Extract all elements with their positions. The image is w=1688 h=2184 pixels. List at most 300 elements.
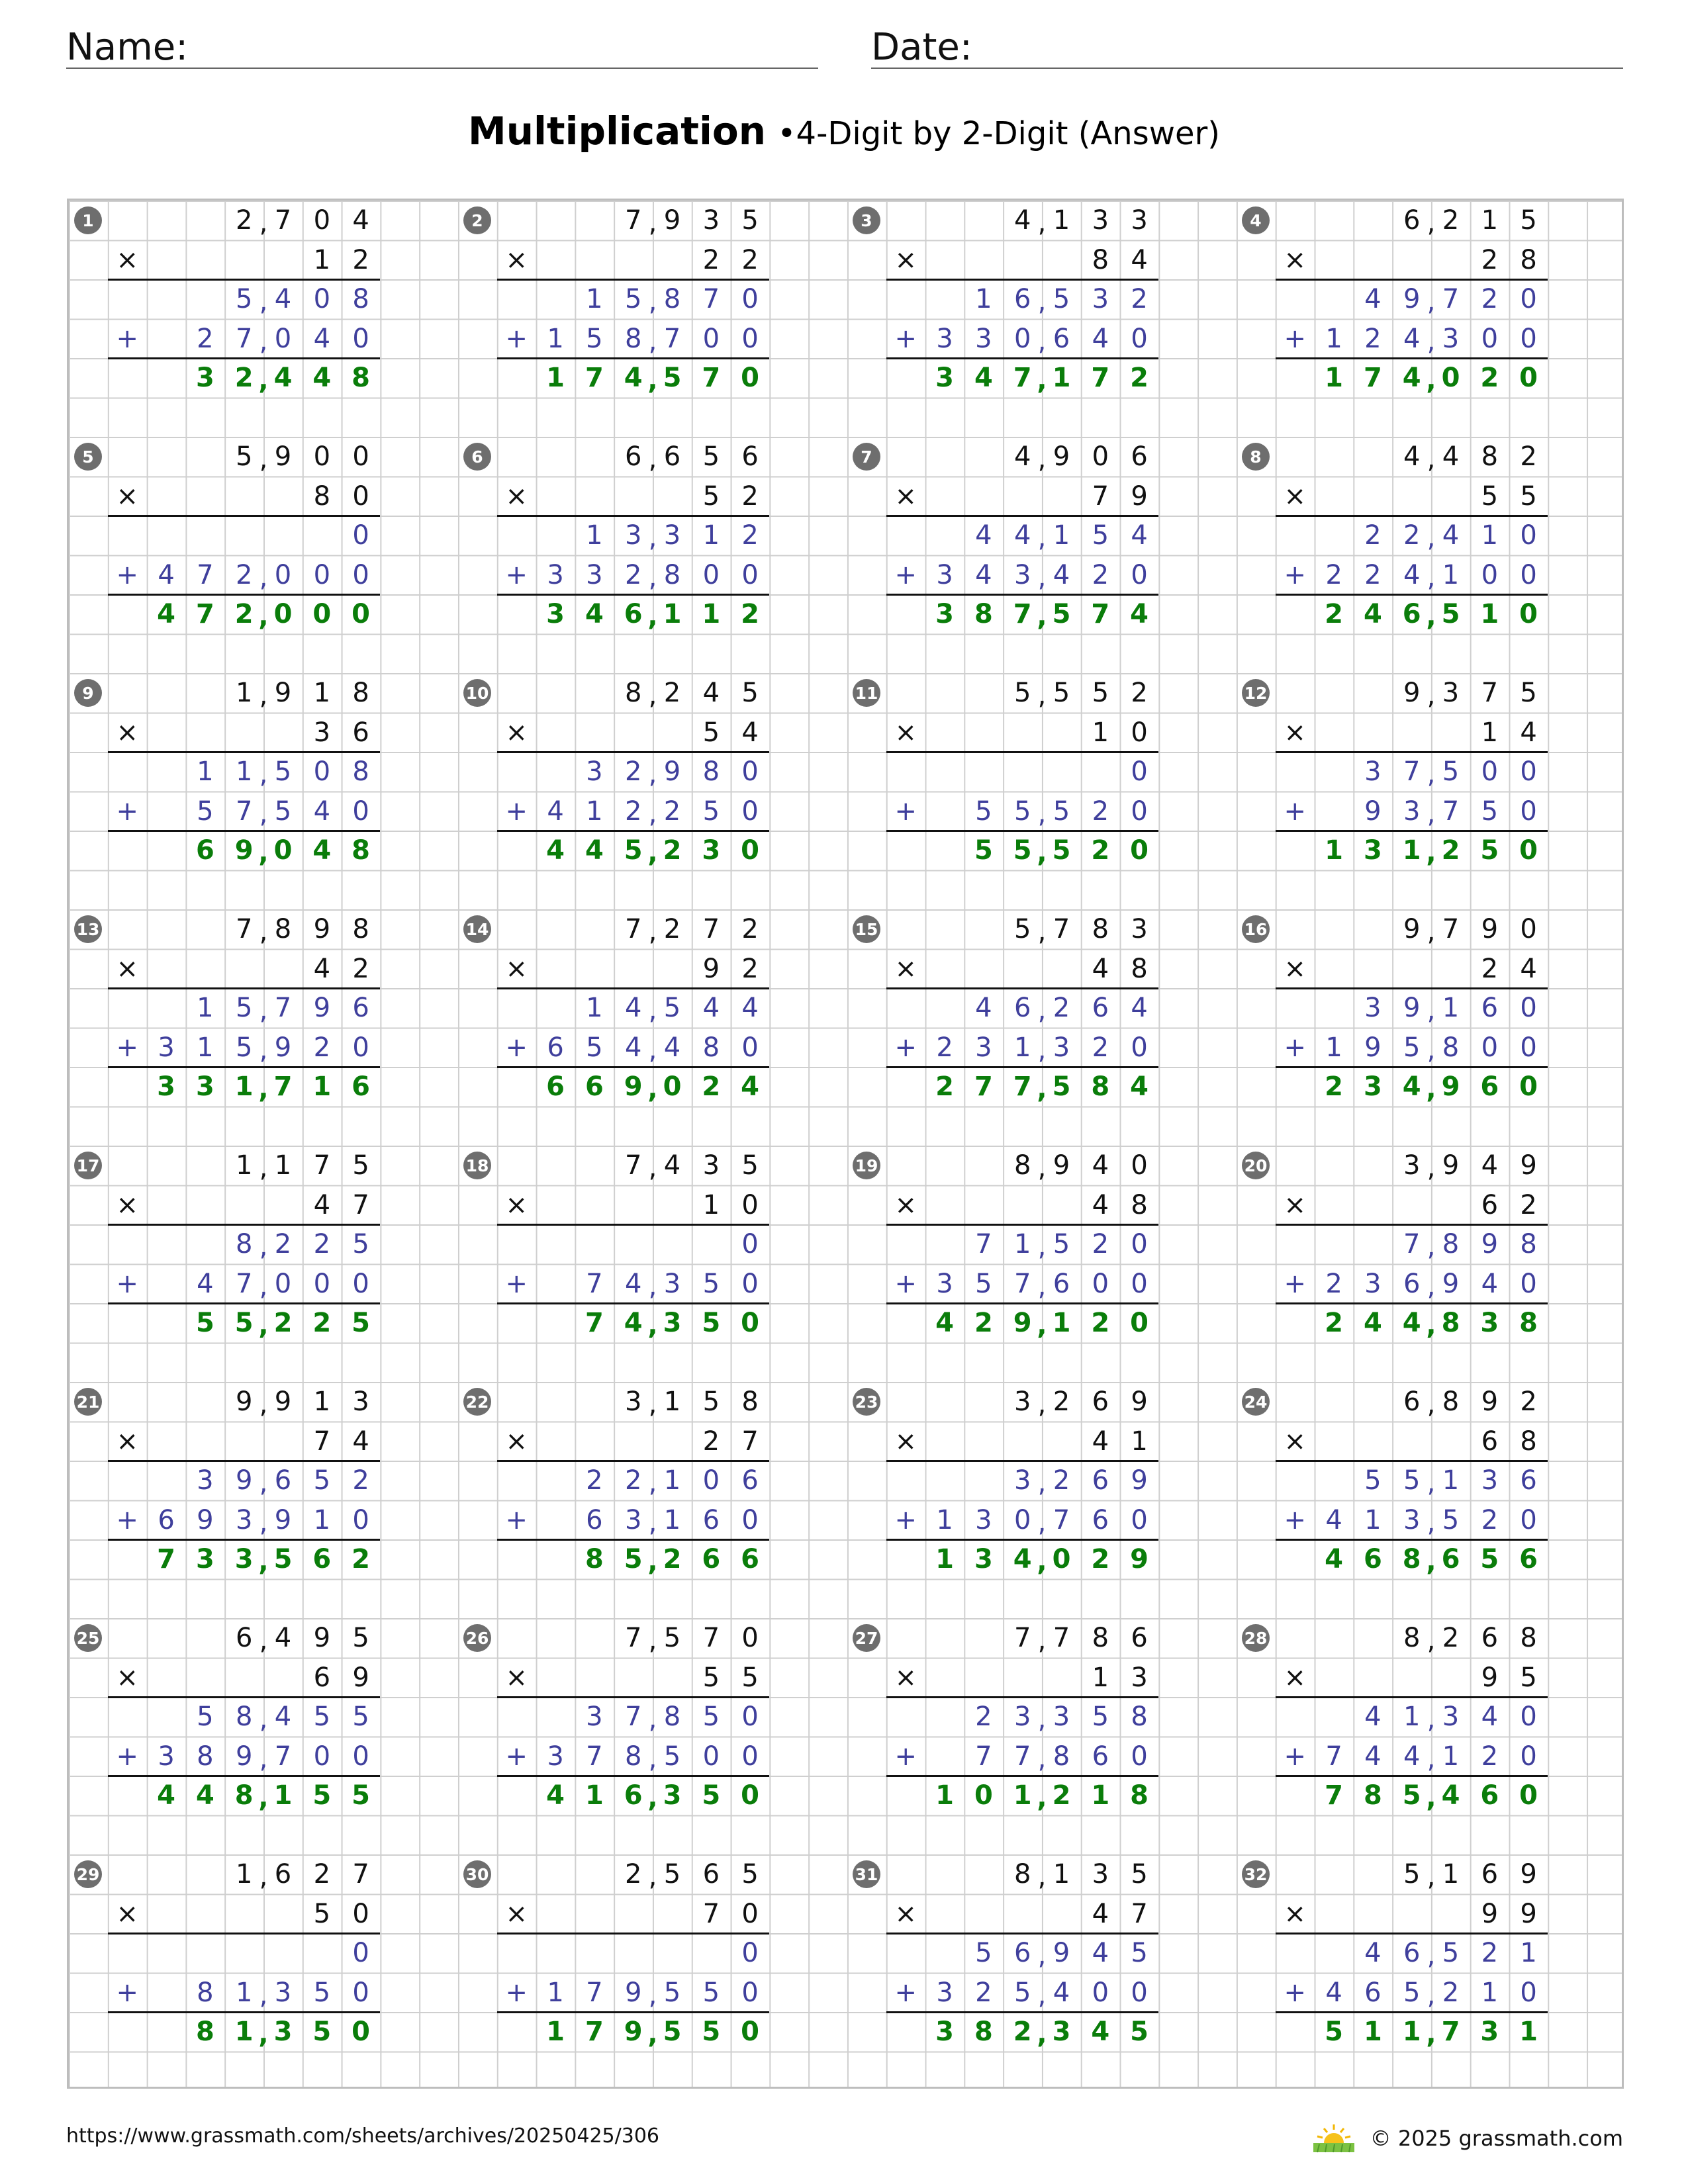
multiplier-digit: 6 — [313, 1662, 331, 1693]
answer-digit: 0 — [1519, 835, 1538, 866]
problem-number-badge: 30 — [463, 1860, 491, 1888]
partial-product-1-digit: 0 — [741, 1229, 759, 1259]
thousands-separator: , — [1037, 523, 1047, 553]
multiplicand-digit: 6 — [1481, 1859, 1499, 1889]
thousands-separator: , — [1037, 1074, 1047, 1105]
partial-product-1-digit: 0 — [702, 1465, 720, 1496]
plus-sign: + — [1284, 1504, 1307, 1535]
answer-digit: 6 — [1402, 599, 1421, 629]
answer-digit: 4 — [273, 363, 293, 393]
sum-rule — [886, 987, 1159, 989]
problem-23 — [847, 1382, 1237, 1618]
problem-22 — [458, 1382, 847, 1618]
partial-product-2-digit: 1 — [1481, 1977, 1499, 2008]
partial-product-2-digit: 3 — [624, 1504, 642, 1535]
answer-digit: 8 — [1441, 1308, 1460, 1338]
multiplier-digit: 1 — [1092, 1662, 1109, 1693]
answer-digit: 5 — [195, 1308, 214, 1338]
partial-product-2-digit: 9 — [274, 1504, 292, 1535]
partial-product-2-digit: 3 — [936, 1977, 953, 2008]
sum-rule — [108, 1302, 381, 1304]
partial-product-2-digit: 9 — [1364, 1032, 1382, 1063]
partial-product-2-digit: 0 — [1481, 1032, 1499, 1063]
thousands-separator: , — [259, 1153, 268, 1183]
thousands-separator: , — [259, 1507, 268, 1538]
partial-product-2-digit: 3 — [1013, 559, 1031, 590]
problem-20 — [1237, 1146, 1626, 1382]
partial-product-2-digit: 0 — [741, 323, 759, 354]
times-sign: × — [505, 244, 528, 275]
answer-digit: 1 — [1091, 1780, 1110, 1811]
partial-product-2-digit: 3 — [936, 559, 953, 590]
multiplicand-digit: 7 — [702, 914, 720, 944]
sum-rule — [108, 1696, 381, 1698]
multiplicand-digit: 5 — [352, 1623, 369, 1653]
partial-product-2-digit: 7 — [586, 1977, 603, 2008]
partial-product-1-digit: 2 — [1092, 1229, 1109, 1259]
partial-product-2-digit: 6 — [1403, 1268, 1421, 1299]
partial-product-1-digit: 5 — [235, 284, 253, 314]
partial-product-1-digit: 2 — [624, 756, 642, 787]
sum-rule — [497, 357, 770, 359]
answer-digit: 0 — [741, 1308, 760, 1338]
partial-product-2-digit: 4 — [1053, 559, 1070, 590]
multiplicand-digit: 2 — [1442, 1623, 1460, 1653]
thousands-separator: , — [1427, 1034, 1436, 1066]
multiplicand-digit: 5 — [702, 441, 720, 472]
answer-digit: 2 — [1052, 1780, 1071, 1811]
partial-product-1-digit: 9 — [1131, 1465, 1148, 1496]
partial-product-2-digit: 9 — [1364, 796, 1382, 827]
problem-17 — [69, 1146, 458, 1382]
partial-product-2-digit: 9 — [235, 1741, 253, 1772]
thousands-separator: , — [258, 1547, 269, 1577]
multiplier-digit: 4 — [352, 1426, 369, 1457]
page-title — [0, 105, 1688, 160]
partial-product-2-digit: 3 — [975, 323, 992, 354]
answer-digit: 9 — [234, 835, 254, 866]
answer-digit: 8 — [352, 363, 371, 393]
partial-product-2-digit: 2 — [1364, 559, 1382, 590]
multiplier-digit: 2 — [702, 1426, 720, 1457]
multiplicand-digit: 1 — [1442, 1859, 1460, 1889]
multiplier-digit: 1 — [1131, 1426, 1148, 1457]
multiplicand-digit: 5 — [1520, 205, 1537, 236]
answer-digit: 3 — [1480, 1308, 1499, 1338]
plus-sign: + — [505, 1504, 528, 1535]
thousands-separator: , — [1037, 838, 1047, 868]
partial-product-2-digit: 2 — [1325, 559, 1342, 590]
multiplicand-digit: 5 — [1013, 678, 1031, 708]
answer-digit: 0 — [1052, 1544, 1071, 1574]
partial-product-2-digit: 0 — [1092, 1268, 1109, 1299]
answer-digit: 7 — [1325, 1780, 1344, 1811]
answer-digit: 1 — [1480, 599, 1499, 629]
thousands-separator: , — [647, 365, 658, 396]
problem-10 — [458, 673, 847, 909]
partial-product-2-digit: 6 — [1053, 323, 1070, 354]
answer-digit: 0 — [352, 2017, 371, 2047]
partial-product-1-digit: 9 — [1403, 284, 1421, 314]
partial-product-1-digit: 6 — [1403, 1938, 1421, 1968]
multiplicand-digit: 1 — [235, 1150, 253, 1181]
answer-digit: 6 — [1519, 1544, 1538, 1574]
partial-product-1-digit: 3 — [1053, 1702, 1070, 1732]
partial-product-2-digit: 7 — [274, 1741, 292, 1772]
partial-product-1-digit: 8 — [235, 1229, 253, 1259]
times-sign: × — [505, 1898, 528, 1929]
partial-product-1-digit: 0 — [1520, 1702, 1537, 1732]
times-sign: × — [1284, 244, 1307, 275]
partial-product-1-digit: 6 — [1092, 1465, 1109, 1496]
partial-product-2-digit: 9 — [274, 1032, 292, 1063]
multiplicand-digit: 4 — [1013, 441, 1031, 472]
partial-product-2-digit: 3 — [975, 1504, 992, 1535]
answer-digit: 3 — [935, 599, 955, 629]
answer-digit: 1 — [702, 599, 721, 629]
times-sign: × — [1284, 1898, 1307, 1929]
date-label: Date: — [871, 26, 972, 69]
partial-product-2-digit: 2 — [663, 796, 681, 827]
partial-product-1-digit: 9 — [663, 756, 681, 787]
problem-number-badge: 7 — [853, 443, 880, 471]
problem-number-badge: 4 — [1242, 206, 1270, 234]
answer-digit: 2 — [1325, 1308, 1344, 1338]
multiplier-digit: 8 — [1520, 1426, 1537, 1457]
answer-digit: 5 — [1013, 835, 1032, 866]
problem-number-badge: 21 — [74, 1388, 102, 1416]
plus-sign: + — [505, 559, 528, 590]
answer-digit: 5 — [1052, 1071, 1071, 1102]
partial-product-2-digit: 3 — [1442, 323, 1460, 354]
thousands-separator: , — [259, 1468, 268, 1498]
problem-15 — [847, 909, 1237, 1146]
partial-product-1-digit: 1 — [1403, 1702, 1421, 1732]
partial-product-2-digit: 0 — [352, 796, 369, 827]
multiplicand-digit: 9 — [1131, 1387, 1148, 1417]
answer-digit: 2 — [234, 599, 254, 629]
partial-product-2-digit: 3 — [274, 1977, 292, 2008]
thousands-separator: , — [258, 602, 269, 632]
multiplier-digit: 4 — [313, 953, 331, 984]
multiplicand-digit: 2 — [741, 914, 759, 944]
thousands-separator: , — [1427, 523, 1436, 553]
partial-product-1-digit: 8 — [663, 284, 681, 314]
partial-product-2-digit: 5 — [1481, 796, 1499, 827]
answer-digit: 4 — [1363, 1308, 1382, 1338]
answer-digit: 4 — [585, 599, 604, 629]
partial-product-2-digit: 3 — [547, 559, 564, 590]
multiplicand-digit: 0 — [1131, 1150, 1148, 1181]
answer-digit: 5 — [1480, 1544, 1499, 1574]
partial-product-1-digit: 3 — [1364, 993, 1382, 1023]
answer-digit: 3 — [195, 363, 214, 393]
answer-digit: 2 — [312, 1308, 332, 1338]
partial-product-2-digit: 0 — [313, 1268, 331, 1299]
thousands-separator: , — [1037, 602, 1047, 632]
partial-product-2-digit: 1 — [1442, 559, 1460, 590]
thousands-separator: , — [259, 326, 268, 357]
sum-rule — [1276, 1302, 1548, 1304]
multiplicand-digit: 7 — [352, 1859, 369, 1889]
plus-sign: + — [1284, 1032, 1307, 1063]
times-sign: × — [894, 953, 917, 984]
thousands-separator: , — [1427, 1468, 1436, 1498]
partial-product-2-digit: 0 — [313, 559, 331, 590]
thousands-separator: , — [648, 1979, 657, 2011]
problem-number-badge: 3 — [853, 206, 880, 234]
multiplier-digit: 8 — [1092, 244, 1109, 275]
answer-digit: 5 — [1325, 2017, 1344, 2047]
answer-digit: 0 — [273, 599, 293, 629]
answer-digit: 1 — [1052, 363, 1071, 393]
partial-product-1-digit: 5 — [352, 1229, 369, 1259]
multiplicand-digit: 7 — [1481, 678, 1499, 708]
multiplicand-digit: 8 — [1013, 1150, 1031, 1181]
multiplier-digit: 5 — [1520, 1662, 1537, 1693]
thousands-separator: , — [1427, 1389, 1436, 1420]
partial-product-2-digit: 0 — [1131, 1504, 1148, 1535]
partial-product-1-digit: 3 — [663, 520, 681, 551]
multiplier-digit: 5 — [702, 480, 720, 512]
answer-digit: 8 — [234, 1780, 254, 1811]
partial-product-2-digit: 7 — [1013, 1268, 1031, 1299]
answer-digit: 9 — [1130, 1544, 1149, 1574]
answer-digit: 4 — [974, 363, 993, 393]
plus-sign: + — [1284, 1977, 1307, 2008]
answer-digit: 5 — [624, 835, 643, 866]
multiplicand-digit: 1 — [1053, 205, 1070, 236]
partial-product-1-digit: 4 — [741, 993, 759, 1023]
partial-product-1-digit: 4 — [1131, 993, 1148, 1023]
partial-product-2-digit: 5 — [1013, 796, 1031, 827]
sum-rule — [497, 751, 770, 753]
answer-digit: 7 — [195, 599, 214, 629]
multiplicand-digit: 3 — [1131, 205, 1148, 236]
thousands-separator: , — [1426, 1310, 1436, 1341]
times-sign: × — [894, 717, 917, 748]
sum-rule — [108, 1460, 381, 1462]
partial-product-2-digit: 2 — [197, 323, 214, 354]
multiplicand-digit: 1 — [663, 1387, 681, 1417]
sum-rule — [497, 2011, 770, 2013]
problem-12 — [1237, 673, 1626, 909]
times-sign: × — [505, 1426, 528, 1457]
multiplier-digit: 7 — [702, 1898, 720, 1929]
answer-digit: 8 — [585, 1544, 604, 1574]
answer-digit: 7 — [1013, 363, 1032, 393]
times-sign: × — [894, 1426, 917, 1457]
multiplicand-digit: 7 — [1442, 914, 1460, 944]
sum-rule — [1276, 751, 1548, 753]
sum-rule — [497, 1066, 770, 1068]
problem-18 — [458, 1146, 847, 1382]
thousands-separator: , — [259, 1862, 268, 1892]
problem-31 — [847, 1854, 1237, 2091]
partial-product-2-digit: 5 — [1403, 1977, 1421, 2008]
partial-product-1-digit: 4 — [1364, 1702, 1382, 1732]
partial-product-1-digit: 0 — [1131, 756, 1148, 787]
multiplier-digit: 9 — [1520, 1898, 1537, 1929]
partial-product-1-digit: 8 — [352, 284, 369, 314]
partial-product-1-digit: 6 — [1092, 993, 1109, 1023]
problem-13 — [69, 909, 458, 1146]
answer-digit: 2 — [1091, 835, 1110, 866]
partial-product-2-digit: 4 — [663, 1032, 681, 1063]
thousands-separator: , — [1037, 1704, 1047, 1735]
multiplicand-digit: 4 — [663, 1150, 681, 1181]
answer-digit: 7 — [585, 363, 604, 393]
partial-product-1-digit: 6 — [741, 1465, 759, 1496]
answer-digit: 4 — [741, 1071, 760, 1102]
answer-digit: 5 — [1052, 835, 1071, 866]
problem-29 — [69, 1854, 458, 2091]
answer-digit: 2 — [1480, 363, 1499, 393]
answer-digit: 0 — [352, 599, 371, 629]
sum-rule — [497, 1224, 770, 1226]
thousands-separator: , — [1427, 1862, 1436, 1892]
partial-product-1-digit: 3 — [586, 1702, 603, 1732]
sum-rule — [497, 1775, 770, 1777]
answer-digit: 5 — [974, 835, 993, 866]
plus-sign: + — [116, 1268, 139, 1299]
answer-digit: 8 — [1130, 1780, 1149, 1811]
answer-digit: 8 — [1091, 1071, 1110, 1102]
problem-number-badge: 28 — [1242, 1624, 1270, 1652]
answer-digit: 4 — [624, 363, 643, 393]
sum-rule — [108, 279, 381, 281]
multiplicand-digit: 5 — [702, 1387, 720, 1417]
partial-product-1-digit: 0 — [1520, 520, 1537, 551]
times-sign: × — [116, 1189, 139, 1220]
sum-rule — [108, 751, 381, 753]
partial-product-2-digit: 0 — [352, 1504, 369, 1535]
multiplicand-digit: 9 — [1481, 1387, 1499, 1417]
times-sign: × — [116, 480, 139, 512]
answer-digit: 4 — [1325, 1544, 1344, 1574]
multiplier-digit: 5 — [1481, 480, 1499, 512]
answer-digit: 1 — [273, 1780, 293, 1811]
answer-digit: 4 — [624, 1308, 643, 1338]
sum-rule — [497, 1933, 770, 1934]
multiplier-digit: 5 — [741, 1662, 759, 1693]
partial-product-2-digit: 0 — [352, 559, 369, 590]
partial-product-2-digit: 2 — [1092, 796, 1109, 827]
thousands-separator: , — [1037, 1625, 1047, 1656]
times-sign: × — [1284, 1662, 1307, 1693]
sum-rule — [886, 1933, 1159, 1934]
answer-digit: 4 — [1130, 599, 1149, 629]
multiplicand-digit: 2 — [663, 678, 681, 708]
answer-digit: 5 — [702, 1308, 721, 1338]
partial-product-2-digit: 1 — [313, 1504, 331, 1535]
partial-product-2-digit: 5 — [975, 796, 992, 827]
thousands-separator: , — [648, 562, 657, 593]
problem-4 — [1237, 201, 1626, 437]
thousands-separator: , — [648, 1271, 657, 1302]
answer-digit: 8 — [352, 835, 371, 866]
times-sign: × — [1284, 717, 1307, 748]
answer-digit: 2 — [741, 599, 760, 629]
sum-rule — [108, 1539, 381, 1541]
partial-product-1-digit: 0 — [741, 1938, 759, 1968]
multiplier-digit: 4 — [1092, 1426, 1109, 1457]
sum-rule — [1276, 1539, 1548, 1541]
thousands-separator: , — [258, 1074, 269, 1105]
worksheet-grid — [67, 199, 1624, 2089]
answer-digit: 5 — [663, 2017, 682, 2047]
answer-digit: 1 — [1013, 1780, 1032, 1811]
multiplicand-digit: 5 — [663, 1623, 681, 1653]
plus-sign: + — [894, 559, 917, 590]
partial-product-1-digit: 3 — [1364, 756, 1382, 787]
multiplicand-digit: 7 — [624, 914, 642, 944]
answer-digit: 8 — [974, 2017, 993, 2047]
answer-digit: 4 — [585, 835, 604, 866]
multiplicand-digit: 5 — [741, 678, 759, 708]
footer-url: https://www.grassmath.com/sheets/archives/20250425/306 — [66, 2124, 660, 2148]
thousands-separator: , — [259, 208, 268, 238]
sum-rule — [108, 515, 381, 517]
partial-product-2-digit: 0 — [1520, 1032, 1537, 1063]
partial-product-1-digit: 6 — [1481, 993, 1499, 1023]
answer-digit: 4 — [312, 835, 332, 866]
answer-digit: 3 — [663, 1780, 682, 1811]
multiplier-digit: 5 — [1520, 480, 1537, 512]
multiplicand-digit: 1 — [313, 1387, 331, 1417]
partial-product-1-digit: 7 — [975, 1229, 992, 1259]
partial-product-1-digit: 1 — [1053, 520, 1070, 551]
partial-product-1-digit: 5 — [1442, 756, 1460, 787]
thousands-separator: , — [259, 1979, 268, 2011]
multiplicand-digit: 3 — [1013, 1387, 1031, 1417]
partial-product-2-digit: 5 — [313, 1977, 331, 2008]
answer-digit: 1 — [1402, 835, 1421, 866]
partial-product-2-digit: 0 — [741, 1741, 759, 1772]
problem-19 — [847, 1146, 1237, 1382]
multiplicand-digit: 7 — [1053, 1623, 1070, 1653]
sum-rule — [886, 515, 1159, 517]
answer-digit: 8 — [1519, 1308, 1538, 1338]
sum-rule — [886, 1775, 1159, 1777]
partial-product-1-digit: 4 — [274, 1702, 292, 1732]
multiplicand-digit: 9 — [1403, 678, 1421, 708]
multiplicand-digit: 3 — [352, 1387, 369, 1417]
partial-product-2-digit: 0 — [352, 323, 369, 354]
problem-16 — [1237, 909, 1626, 1146]
partial-product-2-digit: 6 — [1092, 1504, 1109, 1535]
times-sign: × — [894, 480, 917, 512]
thousands-separator: , — [648, 523, 657, 553]
partial-product-2-digit: 8 — [624, 323, 642, 354]
answer-digit: 4 — [157, 599, 176, 629]
partial-product-2-digit: 5 — [1053, 796, 1070, 827]
partial-product-2-digit: 0 — [1131, 1268, 1148, 1299]
multiplicand-digit: 1 — [274, 1150, 292, 1181]
partial-product-2-digit: 0 — [702, 559, 720, 590]
partial-product-1-digit: 5 — [702, 1702, 720, 1732]
answer-digit: 0 — [1130, 1308, 1149, 1338]
partial-product-2-digit: 4 — [1403, 323, 1421, 354]
thousands-separator: , — [648, 326, 657, 357]
partial-product-1-digit: 0 — [1520, 993, 1537, 1023]
multiplier-digit: 0 — [352, 480, 369, 512]
partial-product-2-digit: 0 — [1131, 1741, 1148, 1772]
sum-rule — [108, 987, 381, 989]
partial-product-1-digit: 9 — [1403, 993, 1421, 1023]
answer-digit: 1 — [1402, 2017, 1421, 2047]
answer-digit: 0 — [741, 363, 760, 393]
